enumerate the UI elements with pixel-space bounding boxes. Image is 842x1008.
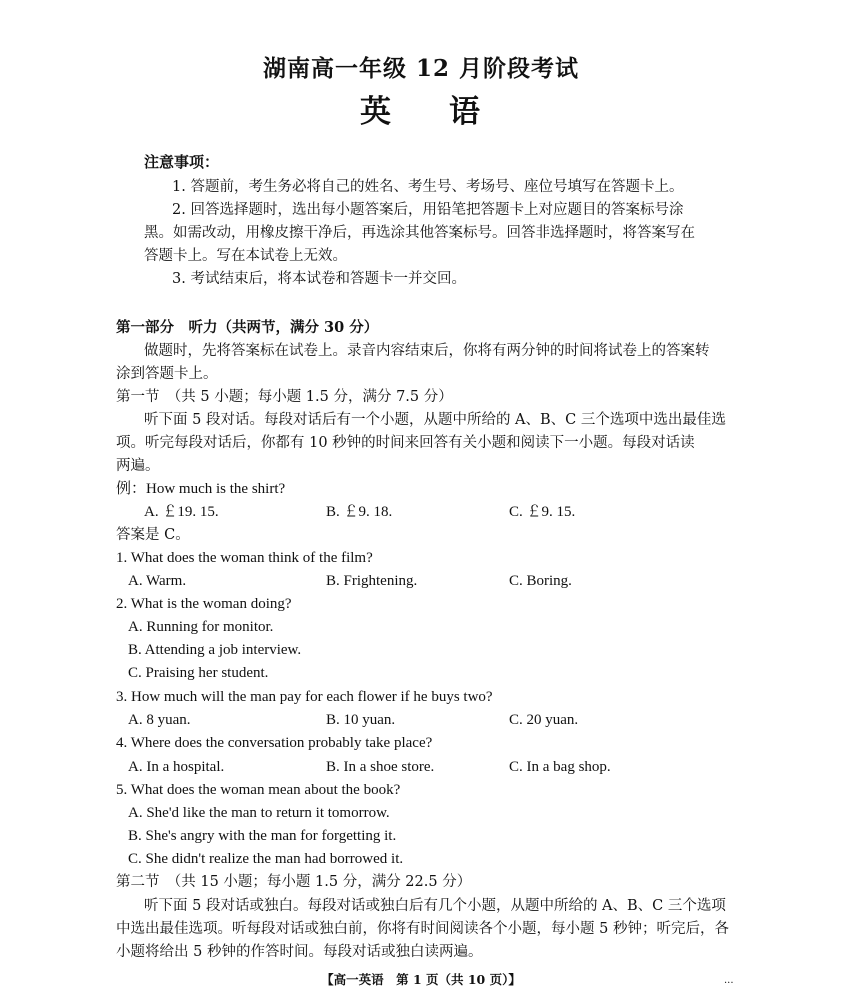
question-4: 4. Where does the conversation probably take place? xyxy=(116,735,433,751)
part1-intro-line-1: 做题时，先将答案标在试卷上。录音内容结束后，你将有两分钟的时间将试卷上的答案转 xyxy=(144,343,710,359)
example-option-b: B. ￡9. 18. xyxy=(326,504,393,520)
notice-item-2-line-1: 2. 回答选择题时，选出每小题答案后，用铅笔把答题卡上对应题目的答案标号涂 xyxy=(172,202,684,218)
notice-item-3: 3. 考试结束后，将本试卷和答题卡一并交回。 xyxy=(172,271,466,287)
section2-intro-line-1: 听下面 5 段对话或独白。每段对话或独白后有几个小题，从题中所给的 A、B、C 三个选项 xyxy=(144,898,726,914)
part1-intro-line-2: 涂到答题卡上。 xyxy=(116,366,218,382)
q2-option-c: C. Praising her student. xyxy=(128,665,269,681)
subject-char-1: 英 xyxy=(360,94,393,130)
example-question: 例：How much is the shirt? xyxy=(116,481,286,497)
q4-option-c: C. In a bag shop. xyxy=(509,759,611,775)
page-footer: 【高一英语 第 1 页（共 10 页）】 xyxy=(321,972,521,987)
notice-heading: 注意事项： xyxy=(144,153,220,171)
question-3: 3. How much will the man pay for each flower if he buys two? xyxy=(116,689,493,705)
q1-option-b: B. Frightening. xyxy=(326,573,418,589)
section2-intro-line-3: 小题将给出 5 秒钟的作答时间。每段对话或独白读两遍。 xyxy=(116,944,483,960)
section1-intro-line-3: 两遍。 xyxy=(116,458,160,474)
q2-option-a: A. Running for monitor. xyxy=(128,619,274,635)
section2-intro-line-2: 中选出最佳选项。听每段对话或独白前，你将有时间阅读各个小题，每小题 5 秒钟；听完后，各 xyxy=(116,921,729,937)
question-1: 1. What does the woman think of the film? xyxy=(116,550,373,566)
notice-item-1: 1. 答题前，考生务必将自己的姓名、考生号、考场号、座位号填写在答题卡上。 xyxy=(172,179,684,195)
exam-title: 湖南高一年级 12 月阶段考试 xyxy=(262,55,580,82)
section1-intro-line-1: 听下面 5 段对话。每段对话后有一个小题，从题中所给的 A、B、C 三个选项中选出最佳选 xyxy=(144,412,726,428)
notice-item-2-line-2: 黑。如需改动，用橡皮擦干净后，再选涂其他答案标号。回答非选择题时，将答案写在 xyxy=(144,225,695,241)
question-5: 5. What does the woman mean about the book? xyxy=(116,782,401,798)
section1-intro-line-2: 项。听完每段对话后，你都有 10 秒钟的时间来回答有关小题和阅读下一小题。每段对话读 xyxy=(116,435,695,451)
question-2: 2. What is the woman doing? xyxy=(116,596,292,612)
example-answer: 答案是 C。 xyxy=(116,527,190,543)
q4-option-a: A. In a hospital. xyxy=(128,759,225,775)
q5-option-a: A. She'd like the man to return it tomorrow. xyxy=(128,805,390,821)
section2-heading: 第二节 （共 15 小题；每小题 1.5 分，满分 22.5 分） xyxy=(116,874,472,890)
subject-title xyxy=(0,86,842,131)
section1-heading: 第一节 （共 5 小题；每小题 1.5 分，满分 7.5 分） xyxy=(116,389,453,405)
q1-option-c: C. Boring. xyxy=(509,573,572,589)
footer-dots: ... xyxy=(724,975,734,986)
example-option-c: C. ￡9. 15. xyxy=(509,504,576,520)
part1-heading: 第一部分 听力（共两节，满分 30 分） xyxy=(116,319,379,336)
example-option-a: A. ￡19. 15. xyxy=(144,504,219,520)
q3-option-a: A. 8 yuan. xyxy=(128,712,191,728)
q1-option-a: A. Warm. xyxy=(128,573,187,589)
q4-option-b: B. In a shoe store. xyxy=(326,759,435,775)
q3-option-c: C. 20 yuan. xyxy=(509,712,579,728)
q3-option-b: B. 10 yuan. xyxy=(326,712,396,728)
q2-option-b: B. Attending a job interview. xyxy=(128,642,302,658)
q5-option-c: C. She didn't realize the man had borrowed it. xyxy=(128,851,404,867)
notice-item-2-line-3: 答题卡上。写在本试卷上无效。 xyxy=(144,248,347,264)
q5-option-b: B. She's angry with the man for forgetting it. xyxy=(128,828,397,844)
subject-char-2: 语 xyxy=(449,94,482,130)
